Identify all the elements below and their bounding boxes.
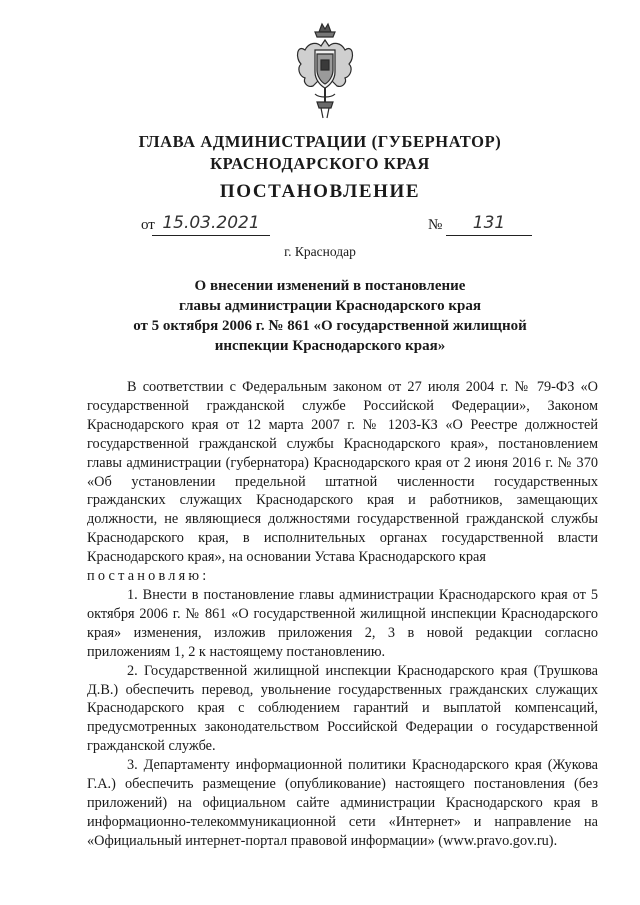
subject-line-4: инспекции Краснодарского края» [214,338,446,354]
date-value: 15.03.2021 [152,213,270,236]
document-subject [100,276,560,356]
number-label: № [428,217,443,233]
document-type: ПОСТАНОВЛЕНИЕ [219,181,421,202]
subject-line-3: от 5 октября 2006 г. № 861 «О государственной жилищной [133,318,527,334]
city: г. Краснодар [284,244,356,259]
issuing-authority [0,131,640,175]
authority-line-1: ГЛАВА АДМИНИСТРАЦИИ (ГУБЕРНАТОР) [138,132,502,151]
item-1-paragraph: 1. Внести в постановление главы администрации Краснодарского края от 5 октября 2006 г. № 861 «О государственной жилищной инспекции Краснодарского края» изменения, изложив приложения 2, 3 в новой редакции согласно приложениям 1, 2 к настоящему постановлению. [87,586,598,660]
number-value: 131 [446,213,532,236]
preamble-paragraph: В соответствии с Федеральным законом от 27 июля 2004 г. № 79-ФЗ «О государственной гражданской службе Российской Федерации», Законом Краснодарского края от 12 марта 2007 г. № 1203-КЗ «О Реестре должностей государственной гражданской службы Краснодарского края», постановлением главы администрации (губернатора) Краснодарского края от 2 июня 2016 г. № 370 «Об установлении предельной штатной численности государственных гражданских служащих Краснодарского края и работников, замещающих должности, не являющиеся должностями государственной гражданской службы Краснодарского края, в исполнительных органах государственной власти Краснодарского края», на основании Устава Краснодарского края [87,379,598,566]
item-2-paragraph: 2. Государственной жилищной инспекции Краснодарского края (Трушкова Д.В.) обеспечить перевод, увольнение государственных гражданских служащих Краснодарского края с соблюдением гарантий и выплатой компенсаций, предусмотренных законодательством Российской Федерации о государственной гражданской службе. [87,662,598,755]
date-number-row [0,213,640,239]
date-label: от [141,217,155,233]
decree-word: постановляю: [87,568,210,585]
coat-of-arms-icon [293,20,357,122]
authority-line-2: КРАСНОДАРСКОГО КРАЯ [210,154,430,173]
item-3-paragraph: 3. Департаменту информационной политики Краснодарского края (Жукова Г.А.) обеспечить размещение (опубликование) настоящего постановления (без приложений) на официальном сайте администрации Краснодарского края в информационно-телекоммуникационной сети «Интернет» и направление на «Официальный интернет-портал правовой информации» (www.pravo.gov.ru). [87,757,598,849]
subject-line-2: главы администрации Краснодарского края [179,298,481,314]
subject-line-1: О внесении изменений в постановление [194,278,466,294]
document-body [87,378,598,851]
